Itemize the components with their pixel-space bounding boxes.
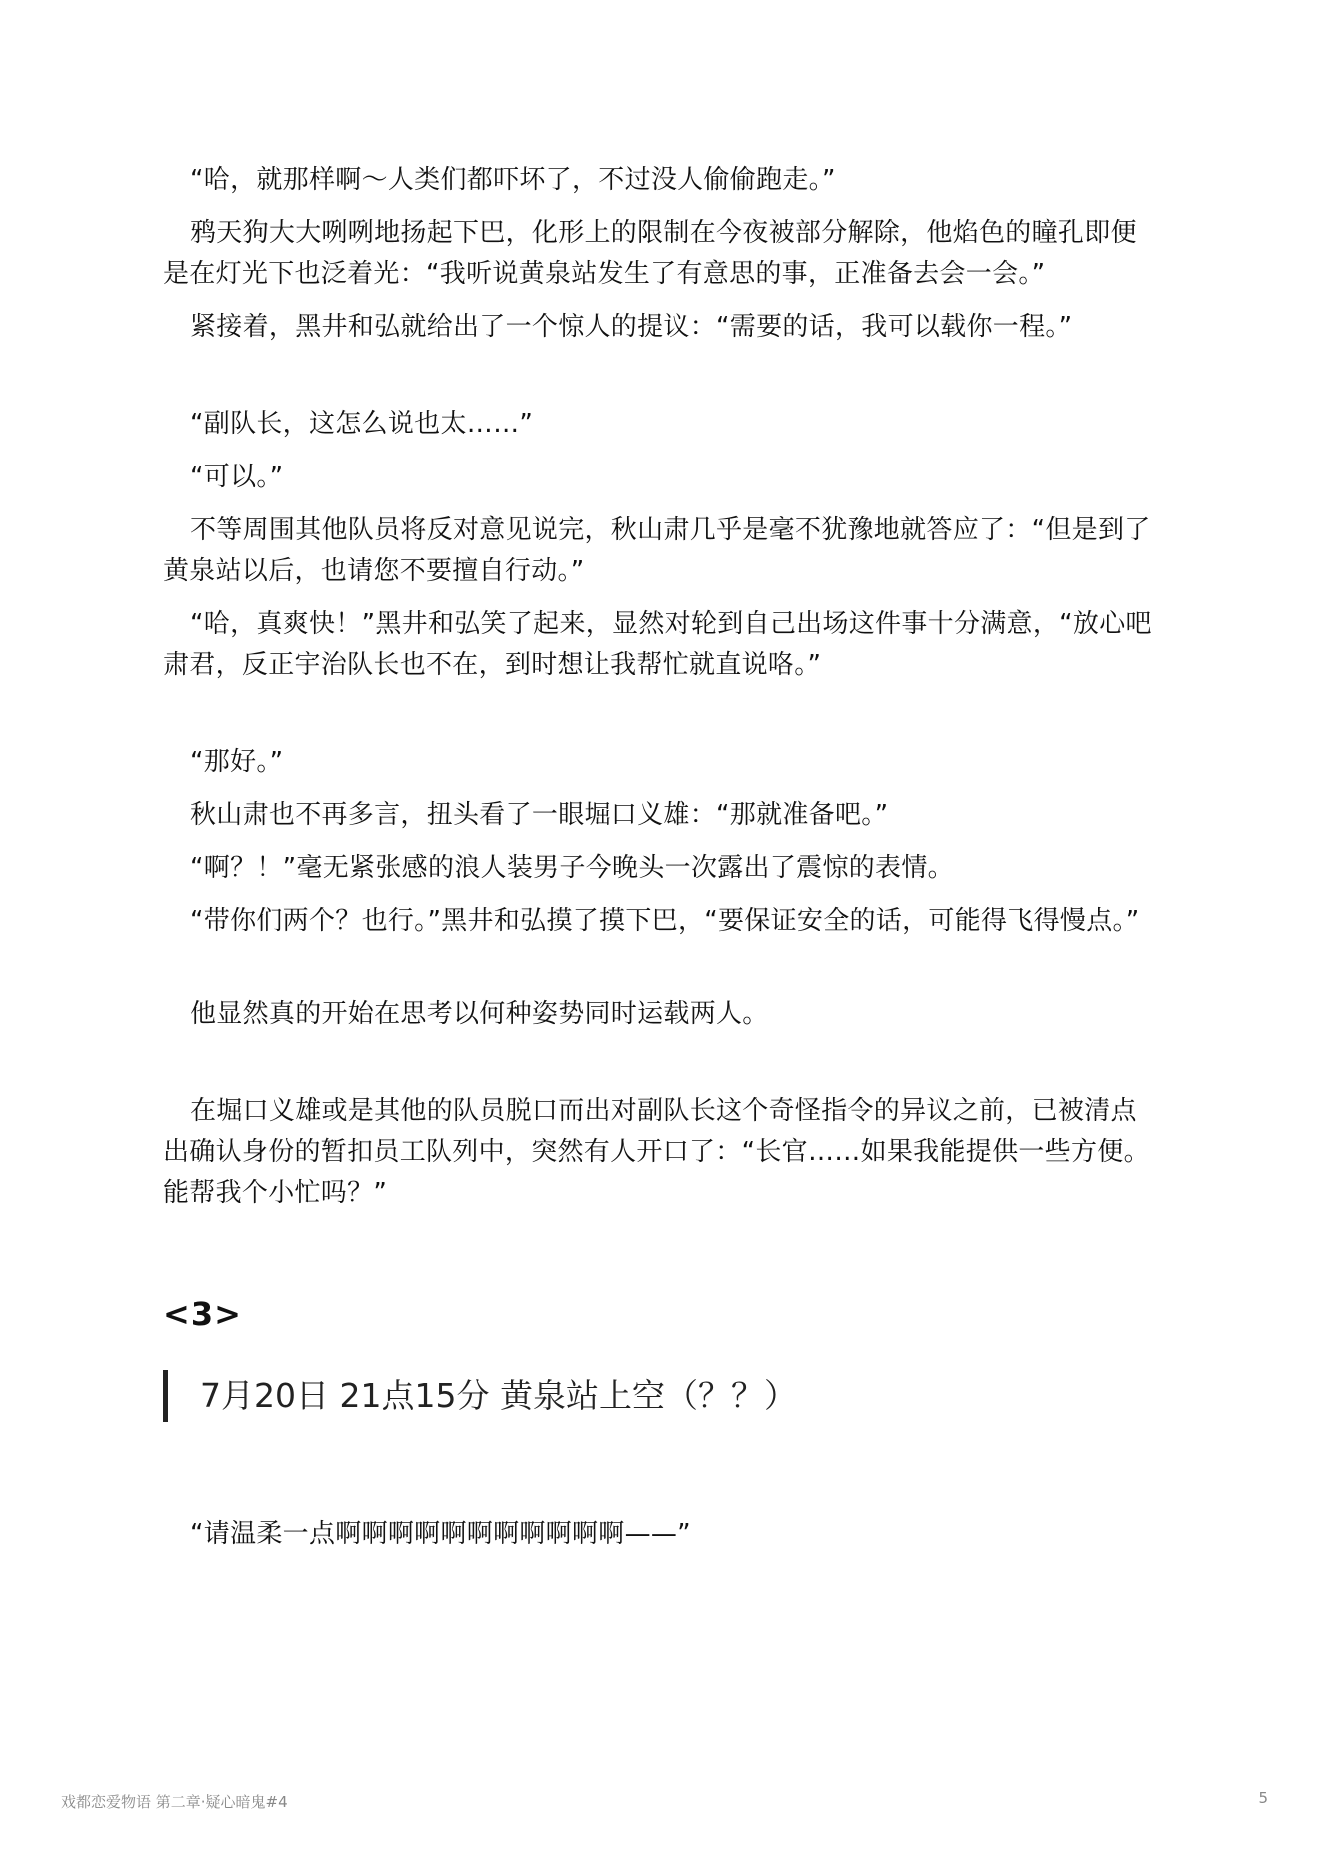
paragraph-11: “带你们两个？也行。”黑井和弘摸了摸下巴，“要保证安全的话，可能得飞得慢点。” xyxy=(190,906,1140,936)
paragraph-gap xyxy=(163,360,1163,404)
paragraph-13: 在堀口义雄或是其他的队员脱口而出对副队长这个奇怪指令的异议之前，已被清点出确认身份的暂扣员工队列中，突然有人开口了：“长官……如果我能提供一些方便。能帮我个小忙吗？” xyxy=(163,1096,1150,1208)
paragraph-6: 不等周围其他队员将反对意见说完，秋山肃几乎是毫不犹豫地就答应了：“但是到了黄泉站以后，也请您不要擅自行动。” xyxy=(163,515,1151,586)
page-content xyxy=(163,160,1163,1567)
paragraph-gap xyxy=(163,1422,1163,1514)
paragraph-12: 他显然真的开始在思考以何种姿势同时运载两人。 xyxy=(190,999,769,1029)
paragraph-gap xyxy=(163,954,1163,994)
paragraph-gap xyxy=(163,698,1163,742)
paragraph-3: 紧接着，黑井和弘就给出了一个惊人的提议：“需要的话，我可以载你一程。” xyxy=(190,312,1073,342)
paragraph-1: “哈，就那样啊～人类们都吓坏了，不过没人偷偷跑走。” xyxy=(190,165,836,195)
section-subheading: 7月20日 21点15分 黄泉站上空（？？） xyxy=(163,1370,1163,1422)
paragraph-2: 鸦天狗大大咧咧地扬起下巴，化形上的限制在今夜被部分解除，他焰色的瞳孔即便是在灯光下也泛着光：“我听说黄泉站发生了有意思的事，正准备去会一会。” xyxy=(163,218,1137,289)
paragraph-gap xyxy=(163,1047,1163,1091)
paragraph-after-section-1: “请温柔一点啊啊啊啊啊啊啊啊啊啊啊——” xyxy=(190,1519,691,1549)
paragraph-7: “哈，真爽快！”黑井和弘笑了起来，显然对轮到自己出场这件事十分满意，“放心吧肃君，反正宇治队长也不在，到时想让我帮忙就直说咯。” xyxy=(163,609,1152,680)
paragraph-9: 秋山肃也不再多言，扭头看了一眼堀口义雄：“那就准备吧。” xyxy=(190,800,889,830)
footer-book-title: 戏都恋爱物语 第二章·疑心暗鬼#4 xyxy=(61,1793,288,1811)
paragraph-5: “可以。” xyxy=(190,462,284,492)
paragraph-4: “副队长，这怎么说也太……” xyxy=(190,409,534,439)
section-heading: <3> xyxy=(163,1295,242,1333)
footer-page-number: 5 xyxy=(1258,1789,1268,1807)
paragraph-8: “那好。” xyxy=(190,747,284,777)
paragraph-10: “啊？！”毫无紧张感的浪人装男子今晚头一次露出了震惊的表情。 xyxy=(190,853,954,883)
